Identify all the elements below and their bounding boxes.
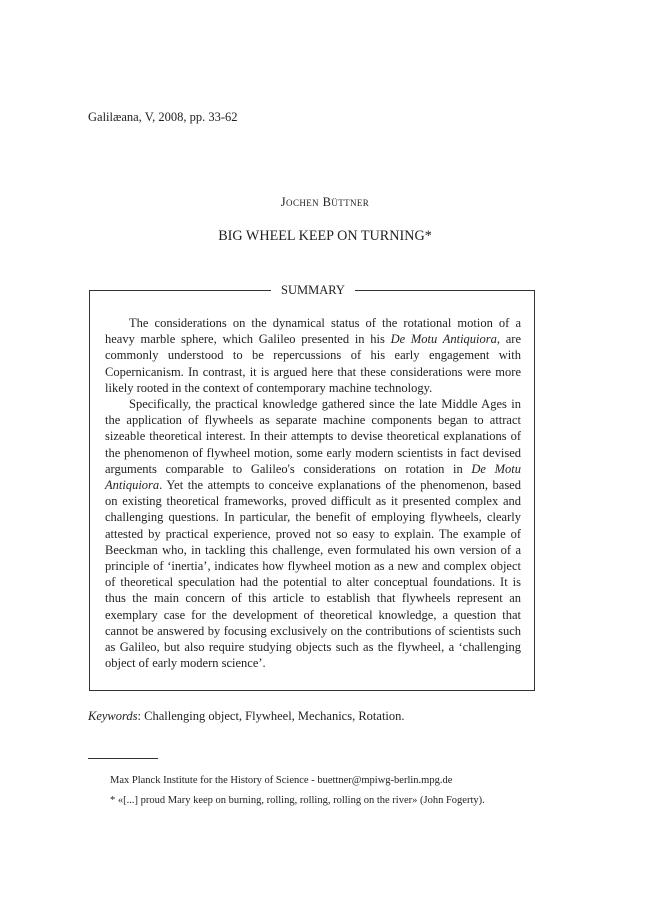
summary-paragraph-2 xyxy=(105,396,521,671)
journal-citation: Galilæana, V, 2008, pp. 33-62 xyxy=(88,110,238,124)
summary-paragraph-1 xyxy=(105,315,521,396)
footnote-divider xyxy=(88,758,158,759)
keywords-list: : Challenging object, Flywheel, Mechanics, Rotation. xyxy=(137,709,405,723)
summary-p1-text-b: , are commonly understood to be repercussions of his early engagement with Copernicanism. In contrast, it is argued here that these considerations were more likely rooted in the context of contemporary machine technology. xyxy=(105,332,522,395)
summary-p2-text-b: . Yet the attempts to conceive explanations of the phenomenon, based on existing theoretical frameworks, proved difficult as it presented complex and challenging questions. In particular, the benefit of employing flywheels, clearly attested by practical experience, proved not so easy to explain. The example of Beeckman who, in tackling this challenge, even formulated his own version of a principle of ‘inertia’, indicates how flywheel motion as a new and complex object of theoretical speculation had the potential to alter conceptual foundations. It is thus the main concern of this article to establish that flywheels represent an exemplary case for the development of theoretical knowledge, a question that cannot be answered by focusing exclusively on the contributions of scientists such as Galileo, but also require studying objects such as the flywheel, a ‘challenging object of early modern science’. xyxy=(105,478,521,671)
summary-p1-text-a: The considerations on the dynamical status of the rotational motion of a heavy marble sphere, which Galileo presented in his xyxy=(105,316,521,347)
summary-p2-title: De Motu Antiquiora xyxy=(105,461,521,493)
summary-heading xyxy=(90,282,536,298)
summary-p1-title: De Motu Antiquiora xyxy=(390,332,497,347)
summary-heading-label: SUMMARY xyxy=(271,283,355,297)
summary-text xyxy=(105,315,521,671)
author-name: Jochen Büttner xyxy=(280,195,370,209)
keywords xyxy=(88,709,405,724)
keywords-label: Keywords xyxy=(88,709,138,723)
footnote-star: * «[...] proud Mary keep on burning, rolling, rolling, rolling on the river» (John Fogerty). xyxy=(110,795,485,806)
article-title: BIG WHEEL KEEP ON TURNING* xyxy=(218,228,432,244)
summary-box xyxy=(89,283,535,691)
summary-p2-text-a: Specifically, the practical knowledge gathered since the late Middle Ages in the application of flywheels as separate machine components began to attract sizeable theoretical interest. In their attempts to devise theoretical explanations of the phenomenon of flywheel motion, some early modern scientists in fact devised arguments comparable to Galileo's considerations on rotation in xyxy=(105,397,521,476)
footnote-affiliation: Max Planck Institute for the History of Science - buettner@mpiwg-berlin.mpg.de xyxy=(110,775,453,786)
